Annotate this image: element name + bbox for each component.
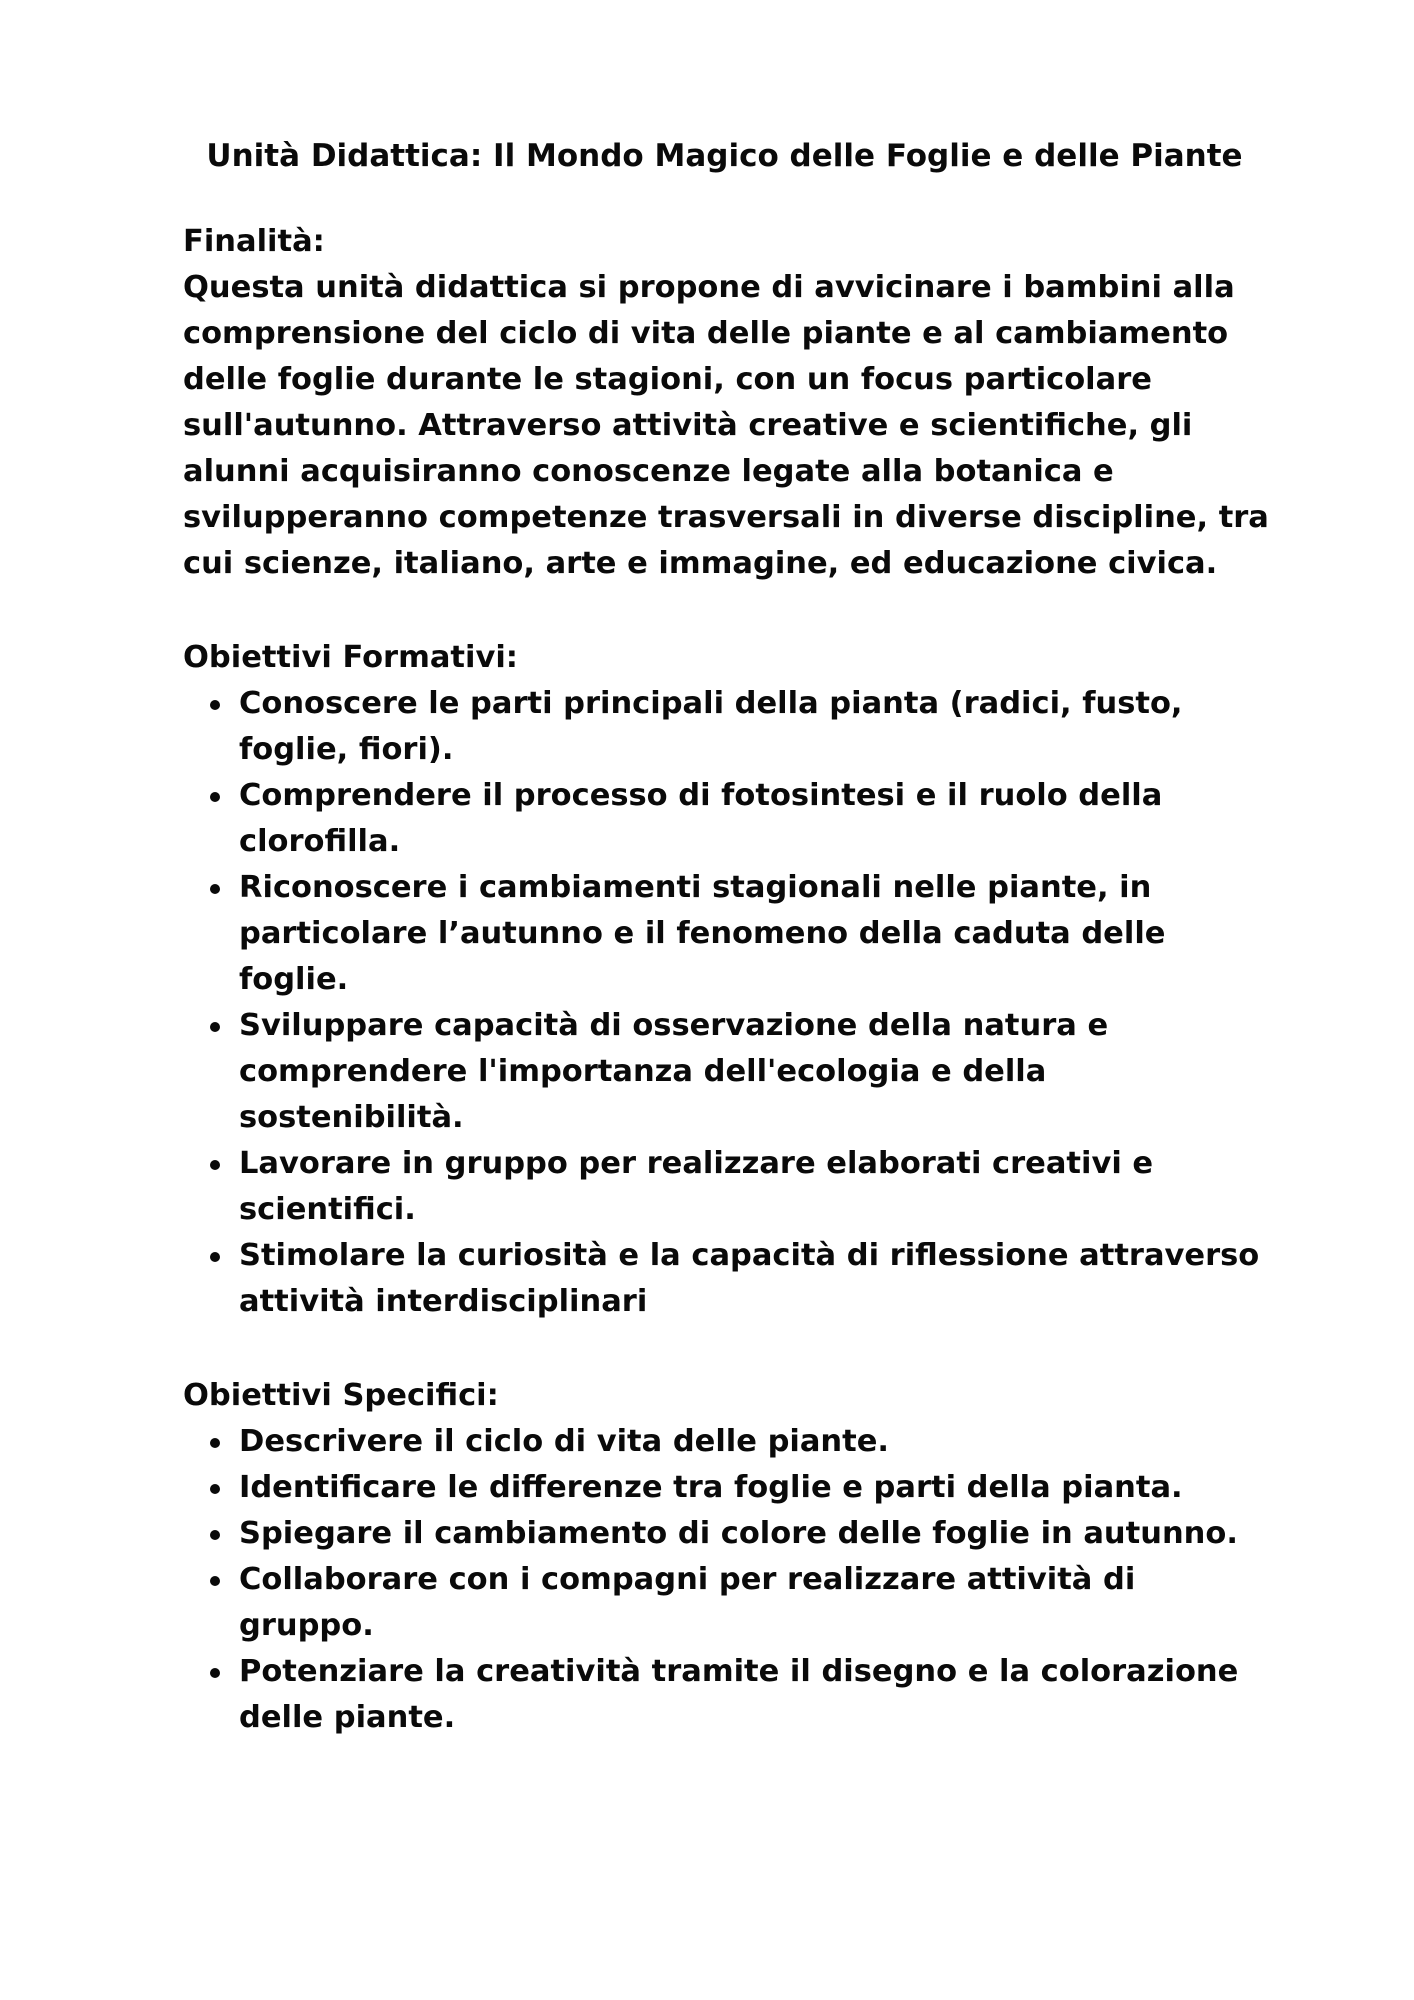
heading-finalita: Finalità: <box>183 224 325 259</box>
heading-obiettivi-specifici: Obiettivi Specifici: <box>183 1378 499 1413</box>
list-item: Spiegare il cambiamento di colore delle foglie in autunno. <box>183 1511 1274 1557</box>
list-item: Identificare le differenze tra foglie e parti della pianta. <box>183 1465 1274 1511</box>
section-obiettivi-formativi <box>183 635 1283 1325</box>
list-item: Sviluppare capacità di osservazione della natura e comprendere l'importanza dell'ecologia e della sostenibilità. <box>183 1003 1274 1141</box>
list-item: Collaborare con i compagni per realizzare attività di gruppo. <box>183 1557 1274 1649</box>
list-obiettivi-specifici <box>183 1419 1283 1741</box>
list-obiettivi-formativi <box>183 681 1283 1325</box>
section-finalita <box>183 219 1283 587</box>
list-item: Comprendere il processo di fotosintesi e il ruolo della clorofilla. <box>183 773 1274 865</box>
list-item: Stimolare la curiosità e la capacità di riflessione attraverso attività interdisciplinari <box>183 1233 1274 1325</box>
list-item: Descrivere il ciclo di vita delle piante. <box>183 1419 1274 1465</box>
document-page <box>183 133 1283 1789</box>
list-item: Lavorare in gruppo per realizzare elaborati creativi e scientifici. <box>183 1141 1274 1233</box>
section-obiettivi-specifici <box>183 1373 1283 1741</box>
paragraph-finalita: Questa unità didattica si propone di avvicinare i bambini alla comprensione del ciclo di vita delle piante e al cambiamento delle foglie durante le stagioni, con un focus particolare sull'autunno. Attraverso attività creative e scientifiche, gli alunni acquisiranno conoscenze legate alla botanica e svilupperanno competenze trasversali in diverse discipline, tra cui scienze, italiano, arte e immagine, ed educazione civica. <box>183 270 1269 581</box>
list-item: Potenziare la creatività tramite il disegno e la colorazione delle piante. <box>183 1649 1274 1741</box>
heading-obiettivi-formativi: Obiettivi Formativi: <box>183 640 518 675</box>
list-item: Riconoscere i cambiamenti stagionali nelle piante, in particolare l’autunno e il fenomeno della caduta delle foglie. <box>183 865 1274 1003</box>
document-title: Unità Didattica: Il Mondo Magico delle Foglie e delle Piante <box>206 138 1243 174</box>
list-item: Conoscere le parti principali della pianta (radici, fusto, foglie, fiori). <box>183 681 1274 773</box>
